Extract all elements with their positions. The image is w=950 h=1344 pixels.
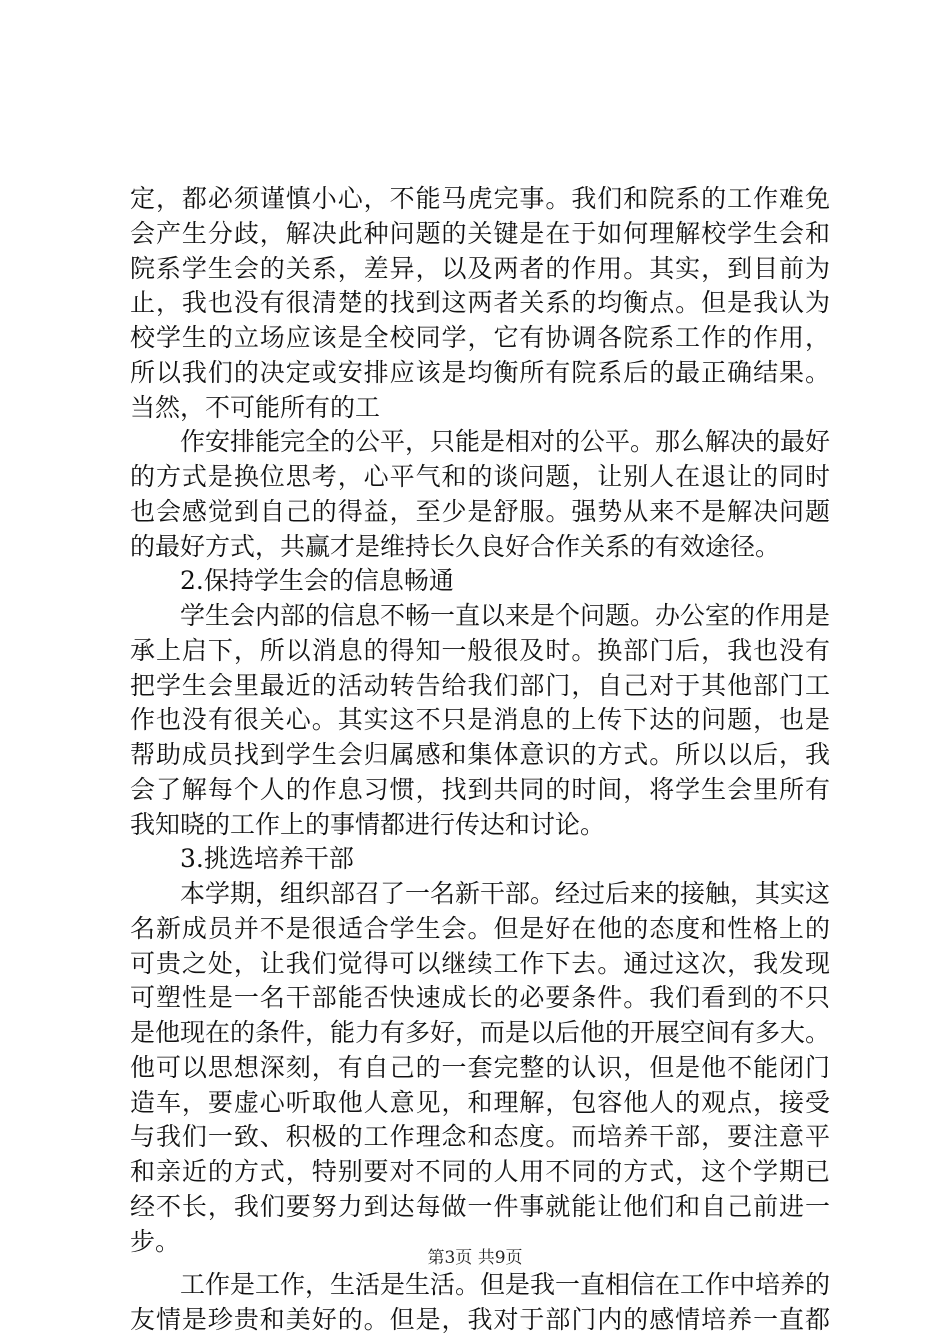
text-line: 承上启下，所以消息的得知一般很及时。换部门后，我也没有 xyxy=(130,635,830,665)
text-line: 我知晓的工作上的事情都进行传达和讨论。 xyxy=(130,809,606,839)
section-heading: 2.保持学生会的信息畅通 xyxy=(180,566,454,596)
text-line: 的最好方式，共赢才是维持长久良好合作关系的有效途径。 xyxy=(130,531,781,561)
text-line: 学生会内部的信息不畅一直以来是个问题。办公室的作用是 xyxy=(180,601,831,630)
text-line: 工作是工作，生活是生活。但是我一直相信在工作中培养的 xyxy=(180,1270,831,1300)
text-line: 友情是珍贵和美好的。但是，我对于部门内的感情培养一直都 xyxy=(130,1305,830,1334)
text-line: 步。 xyxy=(130,1226,181,1256)
text-line: 名新成员并不是很适合学生会。但是好在他的态度和性格上的 xyxy=(130,913,830,943)
text-line: 和亲近的方式，特别要对不同的人用不同的方式，这个学期已 xyxy=(130,1157,830,1186)
text-line: 是他现在的条件，能力有多好，而是以后他的开展空间有多大。 xyxy=(130,1018,831,1047)
text-line: 帮助成员找到学生会归属感和集体意识的方式。所以以后，我 xyxy=(130,740,830,769)
text-line: 止，我也没有很清楚的找到这两者关系的均衡点。但是我认为 xyxy=(130,288,830,318)
page-number: 第3页 共9页 xyxy=(427,1248,523,1268)
text-line: 定，都必须谨慎小心，不能马虎完事。我们和院系的工作难免 xyxy=(130,184,830,213)
body-text xyxy=(130,182,830,1338)
text-line: 院系学生会的关系，差异，以及两者的作用。其实，到目前为 xyxy=(130,253,830,283)
text-line: 他可以思想深刻，有自己的一套完整的认识，但是他不能闭门 xyxy=(130,1052,830,1082)
text-line: 作安排能完全的公平，只能是相对的公平。那么解决的最好 xyxy=(180,427,831,457)
text-line: 可贵之处，让我们觉得可以继续工作下去。通过这次，我发现 xyxy=(130,948,830,978)
text-line: 与我们一致、积极的工作理念和态度。而培养干部，要注意平 xyxy=(130,1122,830,1152)
text-line: 的方式是换位思考，心平气和的谈问题，让别人在退让的同时 xyxy=(130,462,830,491)
text-line: 也会感觉到自己的得益，至少是舒服。强势从来不是解决问题 xyxy=(130,496,830,526)
text-line: 经不长，我们要努力到达每做一件事就能让他们和自己前进一 xyxy=(130,1191,830,1221)
text-line: 当然，不可能所有的工 xyxy=(130,392,381,422)
section-heading: 3.挑选培养干部 xyxy=(180,844,354,874)
text-line: 把学生会里最近的活动转告给我们部门，自己对于其他部门工 xyxy=(130,670,830,700)
text-line: 会产生分歧，解决此种问题的关键是在于如何理解校学生会和 xyxy=(130,218,830,248)
text-line: 本学期，组织部召了一名新干部。经过后来的接触，其实这 xyxy=(180,879,831,908)
text-line: 造车，要虚心听取他人意见，和理解，包容他人的观点，接受 xyxy=(130,1087,830,1117)
text-line: 可塑性是一名干部能否快速成长的必要条件。我们看到的不只 xyxy=(130,983,830,1013)
text-line: 所以我们的决定或安排应该是均衡所有院系后的最正确结果。 xyxy=(130,357,830,387)
text-line: 校学生的立场应该是全校同学，它有协调各院系工作的作用， xyxy=(130,323,830,352)
text-line: 作也没有很关心。其实这不只是消息的上传下达的问题，也是 xyxy=(130,705,830,735)
text-line: 会了解每个人的作息习惯，找到共同的时间，将学生会里所有 xyxy=(130,774,830,804)
